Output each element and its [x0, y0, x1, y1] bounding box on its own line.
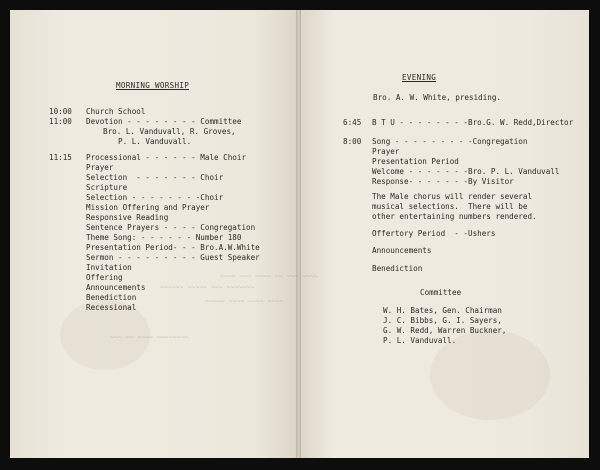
program-item: Scripture	[86, 183, 128, 192]
chorus-note: other entertaining numbers rendered.	[372, 212, 537, 221]
chorus-note: The Male chorus will render several	[372, 192, 533, 201]
program-line: P. L. Vanduvall.	[118, 137, 192, 146]
program-item: Theme Song: - - - - - - Number 180	[86, 233, 242, 242]
offertory-line: Offertory Period - -Ushers	[372, 229, 496, 238]
evening-heading: EVENING	[402, 73, 437, 82]
program-item: Prayer	[86, 163, 114, 172]
program-item: Sentence Prayers - - - - Congregation	[86, 223, 256, 232]
bleed-through-text: ~~~~ ~~~ ~~~~ ~~ ~~~ ~~~~	[220, 272, 318, 280]
benediction-line: Benediction	[372, 264, 423, 273]
bleed-through-text: ~~~ ~~ ~~~~ ~~~~~~~~	[110, 333, 189, 341]
program-line: Church School	[86, 107, 146, 116]
announcements-line: Announcements	[372, 246, 432, 255]
bleed-through-text: ~~~~~ ~~~~ ~~~~ ~~~~	[205, 297, 284, 305]
time-label: 11:00	[49, 117, 72, 126]
program-item: Recessional	[86, 303, 137, 312]
center-fold	[296, 10, 301, 458]
program-line: Bro. L. Vanduvall, R. Groves,	[103, 127, 236, 136]
program-item: Selection - - - - - - - -Choir	[86, 193, 224, 202]
time-label: 11:15	[49, 153, 72, 162]
committee-member-line: P. L. Vanduvall.	[383, 336, 457, 345]
chorus-note: musical selections. There will be	[372, 202, 528, 211]
program-item: Presentation Period- - - Bro.A.W.White	[86, 243, 260, 252]
time-label: 8:00	[343, 137, 362, 146]
program-item: Benediction	[86, 293, 137, 302]
program-item: Prayer	[372, 147, 400, 156]
presiding-line: Bro. A. W. White, presiding.	[373, 93, 502, 102]
morning-worship-heading: MORNING WORSHIP	[116, 81, 190, 90]
program-item: Welcome - - - - - - -Bro. P. L. Vanduvall	[372, 167, 560, 176]
program-item: Invitation	[86, 263, 132, 272]
program-item: Announcements	[86, 283, 146, 292]
time-label: 6:45	[343, 118, 362, 127]
committee-member-line: W. H. Bates, Gen. Chairman	[383, 306, 502, 315]
committee-heading: Committee	[420, 288, 462, 297]
program-item: Selection - - - - - - - Choir	[86, 173, 224, 182]
program-item: Mission Offering and Prayer	[86, 203, 210, 212]
committee-member-line: J. C. Bibbs, G. I. Sayers,	[383, 316, 502, 325]
program-line: Devotion - - - - - - - - Committee	[86, 117, 242, 126]
program-item: Processional - - - - - - Male Choir	[86, 153, 247, 162]
program-item: Presentation Period	[372, 157, 459, 166]
committee-member-line: G. W. Redd, Warren Buckner,	[383, 326, 507, 335]
program-item: Responsive Reading	[86, 213, 169, 222]
program-item: Sermon - - - - - - - - - Guest Speaker	[86, 253, 260, 262]
program-item: Offering	[86, 273, 123, 282]
program-item: Response- - - - - - -By Visitor	[372, 177, 514, 186]
program-line: B T U - - - - - - - -Bro.G. W. Redd,Director	[372, 118, 574, 127]
program-item: Song - - - - - - - - -Congregation	[372, 137, 528, 146]
bleed-through-text: ~~~~~~ ~~~~~ ~~~ ~~~~~~~	[160, 283, 254, 291]
time-label: 10:00	[49, 107, 72, 116]
